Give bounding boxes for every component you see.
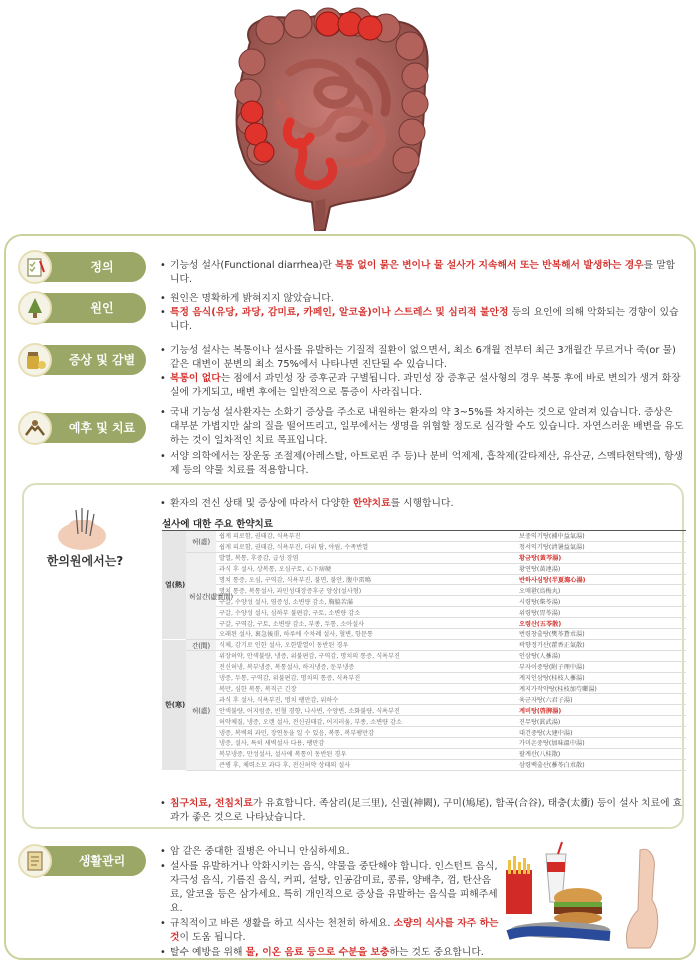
bullet-item: [160, 372, 684, 400]
bullet-text: [170, 946, 500, 960]
group-cell: 열(熱): [162, 531, 186, 640]
bullet-text: [170, 292, 684, 306]
prescription-cell: 보중익기탕(補中益氣湯): [516, 531, 686, 542]
prescription-cell: 계지인삼탕(桂枝人蔘湯): [516, 672, 686, 683]
bullet-dot: •: [160, 345, 166, 356]
bullet-text: [170, 497, 684, 511]
body-text: 규칙적이고 바른 생활을 하고 식사는 천천히 하세요.: [170, 918, 394, 929]
symptom-cell: 쉽게 피로함, 권태감, 식욕부진: [216, 531, 516, 542]
bullet-dot: •: [160, 918, 166, 929]
bullet-item: [160, 497, 684, 511]
subgroup-cell: 간(間): [186, 639, 216, 650]
definition-text: [160, 259, 684, 287]
korean-medicine-intro: [160, 497, 684, 511]
highlight-text: 한약치료: [352, 498, 391, 509]
bullet-dot: •: [160, 260, 166, 271]
body-text: 암 같은 중대한 질병은 아니니 안심하세요.: [170, 846, 350, 857]
table-row: [162, 531, 686, 542]
symptom-cell: 전신허냉, 복부냉증, 복통설사, 하지냉증, 둔부냉증: [216, 661, 516, 672]
bullet-text: [170, 797, 684, 825]
definition-label: 정의: [90, 260, 114, 274]
table-row: [162, 694, 686, 705]
reclining-patient-icon: [18, 411, 52, 445]
prescription-cell: 오령산(五苓散): [516, 618, 686, 629]
prescription-cell: 육군자탕(六君子湯): [516, 694, 686, 705]
table-row: [162, 596, 686, 607]
body-text: 이 도움 됩니다.: [179, 932, 246, 943]
symptom-cell: 구갈, 수양성 설사, 심하부 불편감, 구토, 소변량 감소: [216, 607, 516, 618]
prescription-cell: 계지가작약탕(桂枝加芍藥湯): [516, 683, 686, 694]
bullet-text: [170, 917, 500, 945]
bullet-text: [170, 259, 684, 287]
prescription-cell: 진무탕(眞武湯): [516, 716, 686, 727]
bullet-dot: •: [160, 373, 166, 384]
symptom-cell: 오래된 설사, 裏急後重, 하루에 수차례 설사, 혈변, 항문통: [216, 629, 516, 640]
tree-icon: [18, 291, 52, 325]
bullet-item: [160, 845, 500, 859]
symptom-cell: 안색불량, 어지럼증, 빈혈 경향, 나사변, 수양변, 소화불량, 식욕부진: [216, 705, 516, 716]
body-text: 등의 요인에 의해 악화되는 경향이 있습니다.: [170, 307, 679, 332]
symptom-cell: 식체, 감기로 인한 설사, 오한발열이 동반된 경우: [216, 639, 516, 650]
bullet-item: [160, 860, 500, 916]
body-text: 가 유효합니다. 족삼리(足三里), 신궐(神闕), 구미(鳩尾), 합곡(合谷), 태충(太衝) 등이 설사 치료에 효과가 좋은 것으로 나타났습니다.: [170, 798, 683, 823]
table-row: [162, 650, 686, 661]
body-text: 서양 의학에서는 장운동 조절제(아레스탈, 아트로핀 주 등)나 분비 억제제, 흡착제(갈타제산, 유산균, 스멕타현탁액), 항생제 등의 약물 치료를 적용합니다.: [170, 451, 684, 476]
prescription-cell: 계비탕(啓脾湯): [516, 705, 686, 716]
prognosis-label: 예후 및 치료: [68, 421, 136, 435]
highlight-text: 복통 없이 묽은 변이나 물 설사가 지속해서 또는 반복해서 발생하는 경우: [335, 260, 644, 271]
bullet-item: [160, 797, 684, 825]
symptoms-text: [160, 344, 684, 400]
prescription-cell: 팔계산(八桂散): [516, 748, 686, 759]
symptom-cell: 구갈, 수양성 설사, 염증성, 소변량 감소, 胸脇苦滿: [216, 596, 516, 607]
highlight-text: 침구치료, 전침치료: [170, 798, 253, 809]
junk-food-refusal-illustration: [500, 840, 690, 952]
symptoms-label: 증상 및 감별점: [68, 353, 136, 397]
body-text: 는 점에서 과민성 장 증후군과 구별됩니다. 과민성 장 증후군 설사형의 경우 복통 후에 바로 변의가 생겨 화장실에 가게되고, 배변 후에는 일반적으로 통증이 사라집니다.: [170, 373, 681, 398]
symptom-cell: 과식 후 설사, 상복통, 오심구토, 心下痞硬: [216, 563, 516, 574]
symptom-cell: 복만, 심한 복통, 복직근 긴장: [216, 683, 516, 694]
body-text: 국내 기능성 설사환자는 소화기 증상을 주소로 내원하는 환자의 약 3~5%를 차지하는 것으로 알려져 있습니다. 증상은 대부분 가볍지만 삶의 질을 떨어뜨리고, 일부에서는 생명을 위협할 정도로 심각할 수도 있습니다. 자연스러운 배변을 유도하는 것이 일차적인 치료 목표입니다.: [170, 407, 684, 446]
prescription-cell: 시령탕(柴苓湯): [516, 596, 686, 607]
bullet-text: [170, 860, 500, 916]
table-row: [162, 585, 686, 596]
prescription-cell: 가미온중탕(加味溫中湯): [516, 738, 686, 749]
lifestyle-text: [160, 845, 500, 960]
korean-medicine-title: 한의원에서는?: [46, 554, 124, 568]
table-row: [162, 541, 686, 552]
bullet-dot: •: [160, 846, 166, 857]
table-row: [162, 618, 686, 629]
prognosis-label-pill: [20, 413, 146, 443]
body-text: 하는 것도 중요합니다.: [389, 947, 484, 958]
bullet-item: [160, 450, 684, 478]
prescription-cell: 번령창출탕(樊苓蒼朮湯): [516, 629, 686, 640]
highlight-text: 물, 이온 음료 등으로 수분을 보충: [245, 947, 390, 958]
bullet-text: [170, 406, 684, 448]
group-cell: 한(寒): [162, 639, 186, 770]
prescription-cell: 오매환(烏梅丸): [516, 585, 686, 596]
table-row: [162, 705, 686, 716]
symptom-cell: 쉽게 피로함, 권태감, 식욕부진, 더위 탐, 야윔, 수족번열: [216, 541, 516, 552]
symptoms-label-pill: [20, 345, 146, 397]
bullet-text: [170, 450, 684, 478]
bullet-dot: •: [160, 798, 166, 809]
bullet-item: [160, 306, 684, 334]
table-row: [162, 563, 686, 574]
bullet-dot: •: [160, 861, 166, 872]
highlight-text: 복통이 없다: [170, 373, 221, 384]
table-row: [162, 738, 686, 749]
table-row: [162, 629, 686, 640]
bullet-item: [160, 917, 500, 945]
table-row: [162, 574, 686, 585]
table-row: [162, 607, 686, 618]
bullet-item: [160, 946, 500, 960]
bullet-text: [170, 845, 500, 859]
symptom-cell: 과식 후 설사, 식욕부진, 명치 팽만감, 위하수: [216, 694, 516, 705]
symptom-cell: 위장허약, 안색불량, 냉증, 위불편감, 구역감, 명치의 통증, 식욕부진: [216, 650, 516, 661]
prescription-cell: 인삼탕(人蔘湯): [516, 650, 686, 661]
bullet-dot: •: [160, 407, 166, 418]
symptom-cell: 허약체질, 냉증, 오랜 설사, 전신권태감, 어지러움, 부종, 소변량 감소: [216, 716, 516, 727]
bullet-dot: •: [160, 293, 166, 304]
cause-label: 원인: [90, 301, 114, 315]
bullet-dot: •: [160, 451, 166, 462]
lifestyle-label: 생활관리: [78, 854, 126, 868]
symptom-cell: 큰병 후, 체력소모 과다 후, 전신허약 상태의 설사: [216, 759, 516, 770]
symptom-cell: 발열, 복통, 후중감, 급성 장염: [216, 552, 516, 563]
korean-medicine-outro: [160, 797, 684, 825]
symptom-cell: 명치 통증, 오심, 구역감, 식욕부진, 불면, 불안, 腹中雷鳴: [216, 574, 516, 585]
definition-label-pill: [20, 252, 146, 282]
prescription-cell: 황금탕(黃芩湯): [516, 552, 686, 563]
table-row: [162, 639, 686, 650]
body-text: 원인은 명확하게 밝혀지지 않았습니다.: [170, 293, 334, 304]
bullet-text: [170, 344, 684, 372]
prescription-cell: 부자이중탕(附子理中湯): [516, 661, 686, 672]
body-text: 기능성 설사(Functional diarrhea)란: [170, 260, 336, 271]
acupuncture-body-icon: [52, 506, 112, 548]
prescription-cell: 위령탕(胃苓湯): [516, 607, 686, 618]
prescription-cell: 반하사심탕(半夏瀉心湯): [516, 574, 686, 585]
bullet-dot: •: [160, 947, 166, 958]
bullet-dot: •: [160, 307, 166, 318]
intestine-illustration: [210, 2, 450, 232]
table-row: [162, 759, 686, 770]
prescription-cell: 대건중탕(大建中湯): [516, 727, 686, 738]
lifestyle-label-pill: [20, 846, 146, 876]
table-row: [162, 748, 686, 759]
highlight-text: 특정 음식(유당, 과당, 감미료, 카페인, 알코올)이나 스트레스 및 심리적 불안정: [170, 307, 509, 318]
table-row: [162, 716, 686, 727]
symptom-cell: 냉증, 설사, 특히 새벽설사 다용, 팽만감: [216, 738, 516, 749]
table-row: [162, 661, 686, 672]
cause-label-pill: [20, 293, 146, 323]
symptom-cell: 구갈, 구역감, 구토, 소변량 감소, 부종, 두통, 소아설사: [216, 618, 516, 629]
checklist-icon: [18, 250, 52, 284]
bullet-text: [170, 306, 684, 334]
bullet-item: [160, 292, 684, 306]
symptom-cell: 명치 통증, 복통설사, 과민성대장증후군 양상(설사형): [216, 585, 516, 596]
body-text: 탈수 예방을 위해: [170, 947, 246, 958]
symptom-cell: 냉증, 두통, 구역감, 위불편감, 명치의 통증, 식욕부진: [216, 672, 516, 683]
body-text: 설사를 유발하거나 악화시키는 음식, 약물을 중단해야 합니다. 인스턴트 음식, 자극성 음식, 기름진 음식, 커피, 설탕, 인공감미료, 콩류, 양배추, 껌, 탄산음료, 알코올 등은 삼가세요. 특히 개인적으로 증상을 유발하는 음식을 피해주세요.: [170, 861, 498, 914]
cause-text: [160, 292, 684, 334]
subgroup-cell: 허(虛): [186, 531, 216, 553]
bullet-item: [160, 406, 684, 448]
subgroup-cell: 허(虛): [186, 650, 216, 770]
symptom-cell: 냉증, 복벽의 과민, 장연동을 일 수 있음, 복통, 복부팽만감: [216, 727, 516, 738]
medicine-bottle-icon: [18, 343, 52, 377]
bullet-item: [160, 344, 684, 372]
symptom-cell: 복부냉증, 만성설사, 설사에 복통이 동반된 경우: [216, 748, 516, 759]
body-text: 환자의 전신 상태 및 증상에 따라서 다양한: [170, 498, 353, 509]
subgroup-cell: 허실간(虛實間): [186, 552, 216, 639]
prescription-cell: 청서익기탕(淸暑益氣湯): [516, 541, 686, 552]
prescription-cell: 황연탕(黃連湯): [516, 563, 686, 574]
prognosis-text: [160, 406, 684, 478]
herb-table: [162, 530, 686, 771]
body-text: 를 말합니다.: [170, 260, 676, 285]
scroll-icon: [18, 844, 52, 878]
prescription-cell: 삼령백출산(蔘苓白朮散): [516, 759, 686, 770]
table-row: [162, 683, 686, 694]
body-text: 기능성 설사는 복통이나 설사를 유발하는 기질적 질환이 없으면서, 최소 6개월 전부터 최근 3개월간 무르거나 죽(or 물) 같은 대변이 분변의 최소 75%에서 나타나면 진단될 수 있습니다.: [170, 345, 676, 370]
bullet-item: [160, 259, 684, 287]
body-text: 를 시행합니다.: [390, 498, 454, 509]
prescription-cell: 곽향정기산(藿香正氣散): [516, 639, 686, 650]
table-row: [162, 552, 686, 563]
bullet-dot: •: [160, 498, 166, 509]
table-row: [162, 672, 686, 683]
highlight-text: 소량의 식사를 자주 하는 것: [170, 918, 499, 943]
herb-table-title: 설사에 대한 주요 한약치료: [162, 519, 273, 530]
table-row: [162, 727, 686, 738]
bullet-text: [170, 372, 684, 400]
